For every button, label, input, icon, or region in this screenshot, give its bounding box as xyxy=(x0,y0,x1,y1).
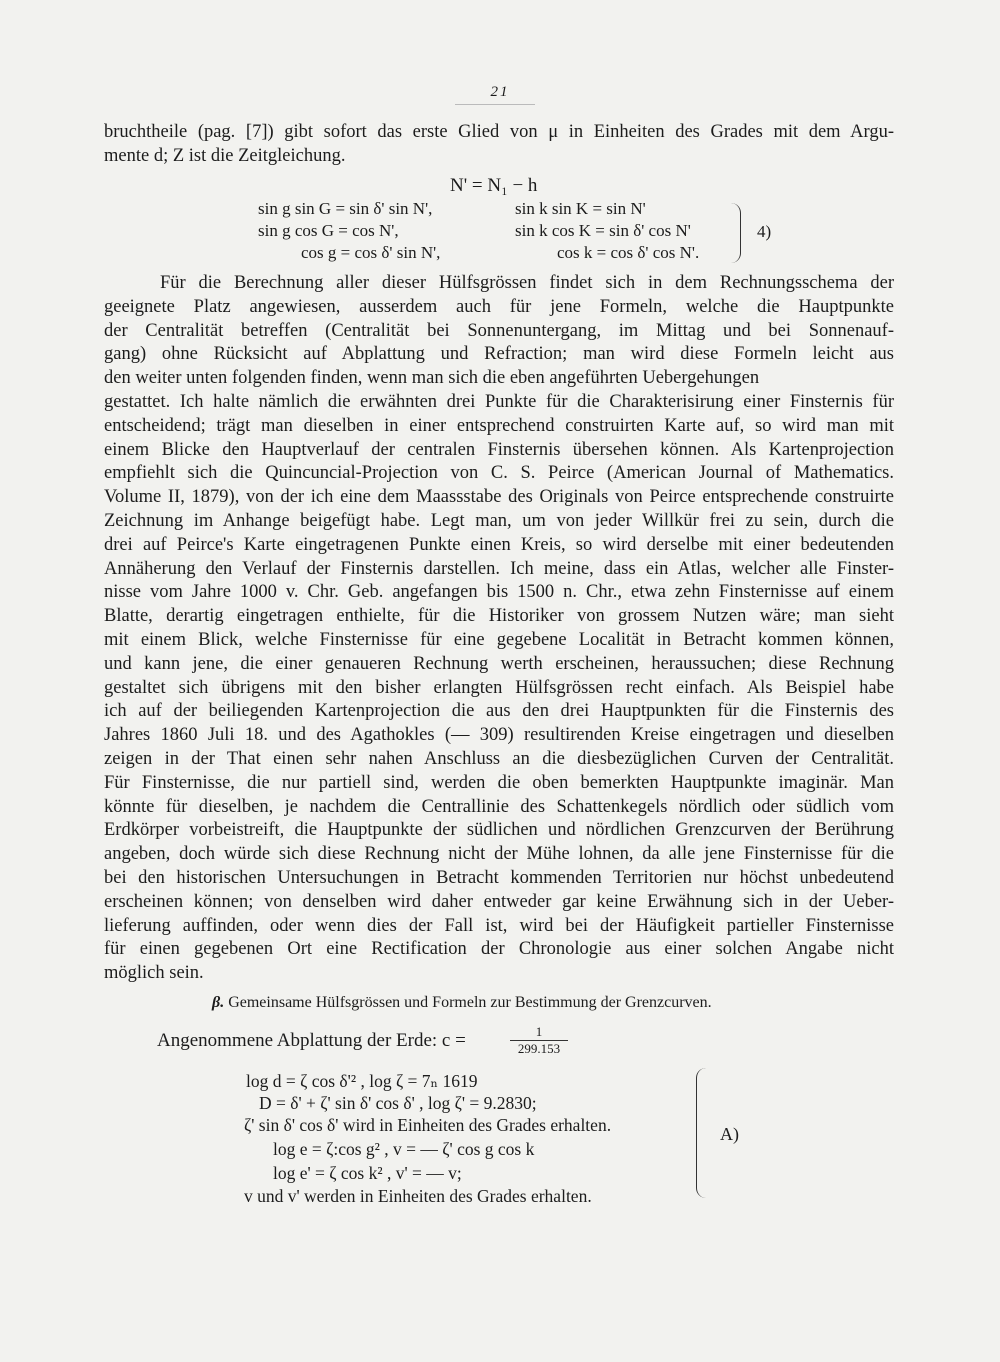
equation-number-4: 4) xyxy=(757,222,772,241)
text-line: ich auf der beiliegenden Kartenprojection die aus den drei Hauptpunkten für die Finsternis des xyxy=(104,701,894,722)
text-line: geeignete Platz angewiesen, ausserdem auch für jene Formeln, welche die Hauptpunkte xyxy=(104,296,894,317)
text-line: Jahres 1860 Juli 18. und des Agathokles (— 309) resultirenden Kreise eingetragen und dieselben xyxy=(104,725,894,746)
formula-a-row-2: D = δ' + ζ' sin δ' cos δ' , log ζ' = 9.2830; xyxy=(259,1093,537,1113)
text-line: bruchtheile (pag. [7]) gibt sofort das erste Glied von μ in Einheiten des Grades mit dem Argu- xyxy=(104,122,894,142)
page-number: 21 xyxy=(490,84,510,100)
text-line: für einen gegebenen Ort eine Rectification der Chronologie aus einer solchen Angabe nicht xyxy=(104,939,894,960)
text-line: bei den historischen Untersuchungen in Betracht kommenden Territorien nur höchst unbedeutend xyxy=(104,867,894,888)
abplattung-fraction xyxy=(510,1024,568,1057)
text-line: lieferung auffinden, oder wenn dies der Fall ist, wird bei der Häufigkeit partieller Finsternisse xyxy=(104,915,894,936)
equation-number-A: A) xyxy=(720,1124,739,1144)
text-line: Für die Berechnung aller dieser Hülfsgrössen findet sich in dem Rechnungsschema der xyxy=(160,273,894,293)
section-title: Gemeinsame Hülfsgrössen und Formeln zur Bestimmung der Grenzcurven. xyxy=(228,994,712,1011)
text-line: Blatte, derartig eingetragen enthielte, für die Historiker von grossem Nutzen wäre; man sieht xyxy=(104,606,894,627)
left-brace xyxy=(696,1068,709,1198)
text-line: Erdkörper vorbeistreift, die Hauptpunkte der südlichen und nördlichen Grenzcurven der Berührung xyxy=(104,820,894,841)
text-line: gang) ohne Rücksicht auf Abplattung und Refraction; man wird diese Formeln leicht aus xyxy=(104,344,894,365)
text-line: zeigen in der That einen sehr nahen Anschluss an die diesbezüglichen Curven der Centralität. xyxy=(104,748,894,769)
text-line: und kann jene, die einer genaueren Rechnung werth erscheinen, heraussuchen; diese Rechnung xyxy=(104,653,894,674)
text-line: angeben, doch würde sich diese Rechnung nicht der Mühe lohnen, da alle jene Finsternisse für die xyxy=(104,844,894,865)
page-number-rule xyxy=(455,104,535,105)
formula-a-row-5: log e' = ζ cos k² , v' = — v; xyxy=(273,1163,462,1183)
abplattung-label: Angenommene Abplattung der Erde: c = xyxy=(157,1030,466,1051)
formula-n-prime: N' = N₁ − h xyxy=(450,175,538,196)
paragraph-intro xyxy=(104,121,894,169)
formula-a-row-1: log d = ζ cos δ'² , log ζ = 7ₙ 1619 xyxy=(246,1071,478,1091)
text-line: erscheinen können; von denselben wird daher entweder gar keine Erwähnung sich in der Ueber- xyxy=(104,891,894,912)
formula-a-row-6: v und v' werden in Einheiten des Grades erhalten. xyxy=(244,1186,592,1206)
text-line: mit einem Blick, welche Finsternisse für eine gegebene Localität in Betracht kommen können, xyxy=(104,629,894,650)
text-line: der Centralität betreffen (Centralität bei Sonnenuntergang, im Mittag und bei Sonnenauf- xyxy=(104,320,894,341)
right-brace xyxy=(728,203,741,263)
text-line: möglich sein. xyxy=(104,963,204,984)
text-line: empfiehlt sich die Quincuncial-Projection von C. S. Peirce (American Journal of Mathematics. xyxy=(104,463,894,484)
text-line: nisse vom Jahre 1000 v. Chr. Geb. angefangen bis 1500 n. Chr., etwa zehn Finsternisse auf einem xyxy=(104,582,894,603)
fraction-denominator: 299.153 xyxy=(517,1041,561,1056)
text-line: gestaltet sich übrigens mit den bisher erlangten Hülfsgrössen recht einfach. Als Beispiel habe xyxy=(104,677,894,698)
formula-left-2: sin g cos G = cos N', xyxy=(258,221,399,240)
text-line: mente d; Z ist die Zeitgleichung. xyxy=(104,145,346,166)
text-line: drei auf Peirce's Karte eingetragenen Punkte einen Kreis, so wird derselbe mit einer bedeutenden xyxy=(104,534,894,555)
formula-a-row-4: log e = ζ:cos g² , v = — ζ' cos g cos k xyxy=(273,1139,535,1159)
text-line: gestattet. Ich halte nämlich die erwähnten drei Punkte für die Charakterisirung einer Finsternis für xyxy=(104,391,894,412)
section-marker: β. xyxy=(212,994,225,1011)
formula-left-3: cos g = cos δ' sin N', xyxy=(301,243,441,262)
text-line: Annäherung den Verlauf der Finsternis darstellen. Ich meine, dass ein Atlas, welcher alle Finster- xyxy=(104,558,894,579)
text-line: entscheidend; trägt man dieselben in einer entsprechend construirten Karte auf, so wird man mit xyxy=(104,415,894,436)
formula-right-2: sin k cos K = sin δ' cos N' xyxy=(515,221,691,240)
fraction-numerator: 1 xyxy=(510,1024,568,1041)
text-line: einem Blicke den Hauptverlauf der centralen Finsternis übersehen können. Als Kartenprojection xyxy=(104,439,894,460)
formula-right-3: cos k = cos δ' cos N'. xyxy=(557,243,700,262)
text-line: den weiter unten folgenden finden, wenn man sich die eben angeführten Uebergehungen xyxy=(104,368,760,389)
paragraph-main xyxy=(104,272,894,986)
text-line: Volume II, 1879), von der ich eine dem Maassstabe des Originals von Peirce entsprechende construirte xyxy=(104,487,894,508)
formula-left-1: sin g sin G = sin δ' sin N', xyxy=(258,199,433,218)
formula-right-1: sin k sin K = sin N' xyxy=(515,199,646,218)
section-heading-beta xyxy=(212,994,712,1012)
text-line: Zeichnung im Anhange beigefügt habe. Legt man, um von jeder Willkür frei zu sein, durch die xyxy=(104,510,894,531)
text-line: Für Finsternisse, die nur partiell sind, werden die oben bemerkten Hauptpunkte imaginär. Man xyxy=(104,772,894,793)
formula-a-row-3: ζ' sin δ' cos δ' wird in Einheiten des Grades erhalten. xyxy=(244,1115,612,1135)
text-line: könnte für dieselben, je nachdem die Centrallinie des Schattenkegels nördlich oder südlich vom xyxy=(104,796,894,817)
